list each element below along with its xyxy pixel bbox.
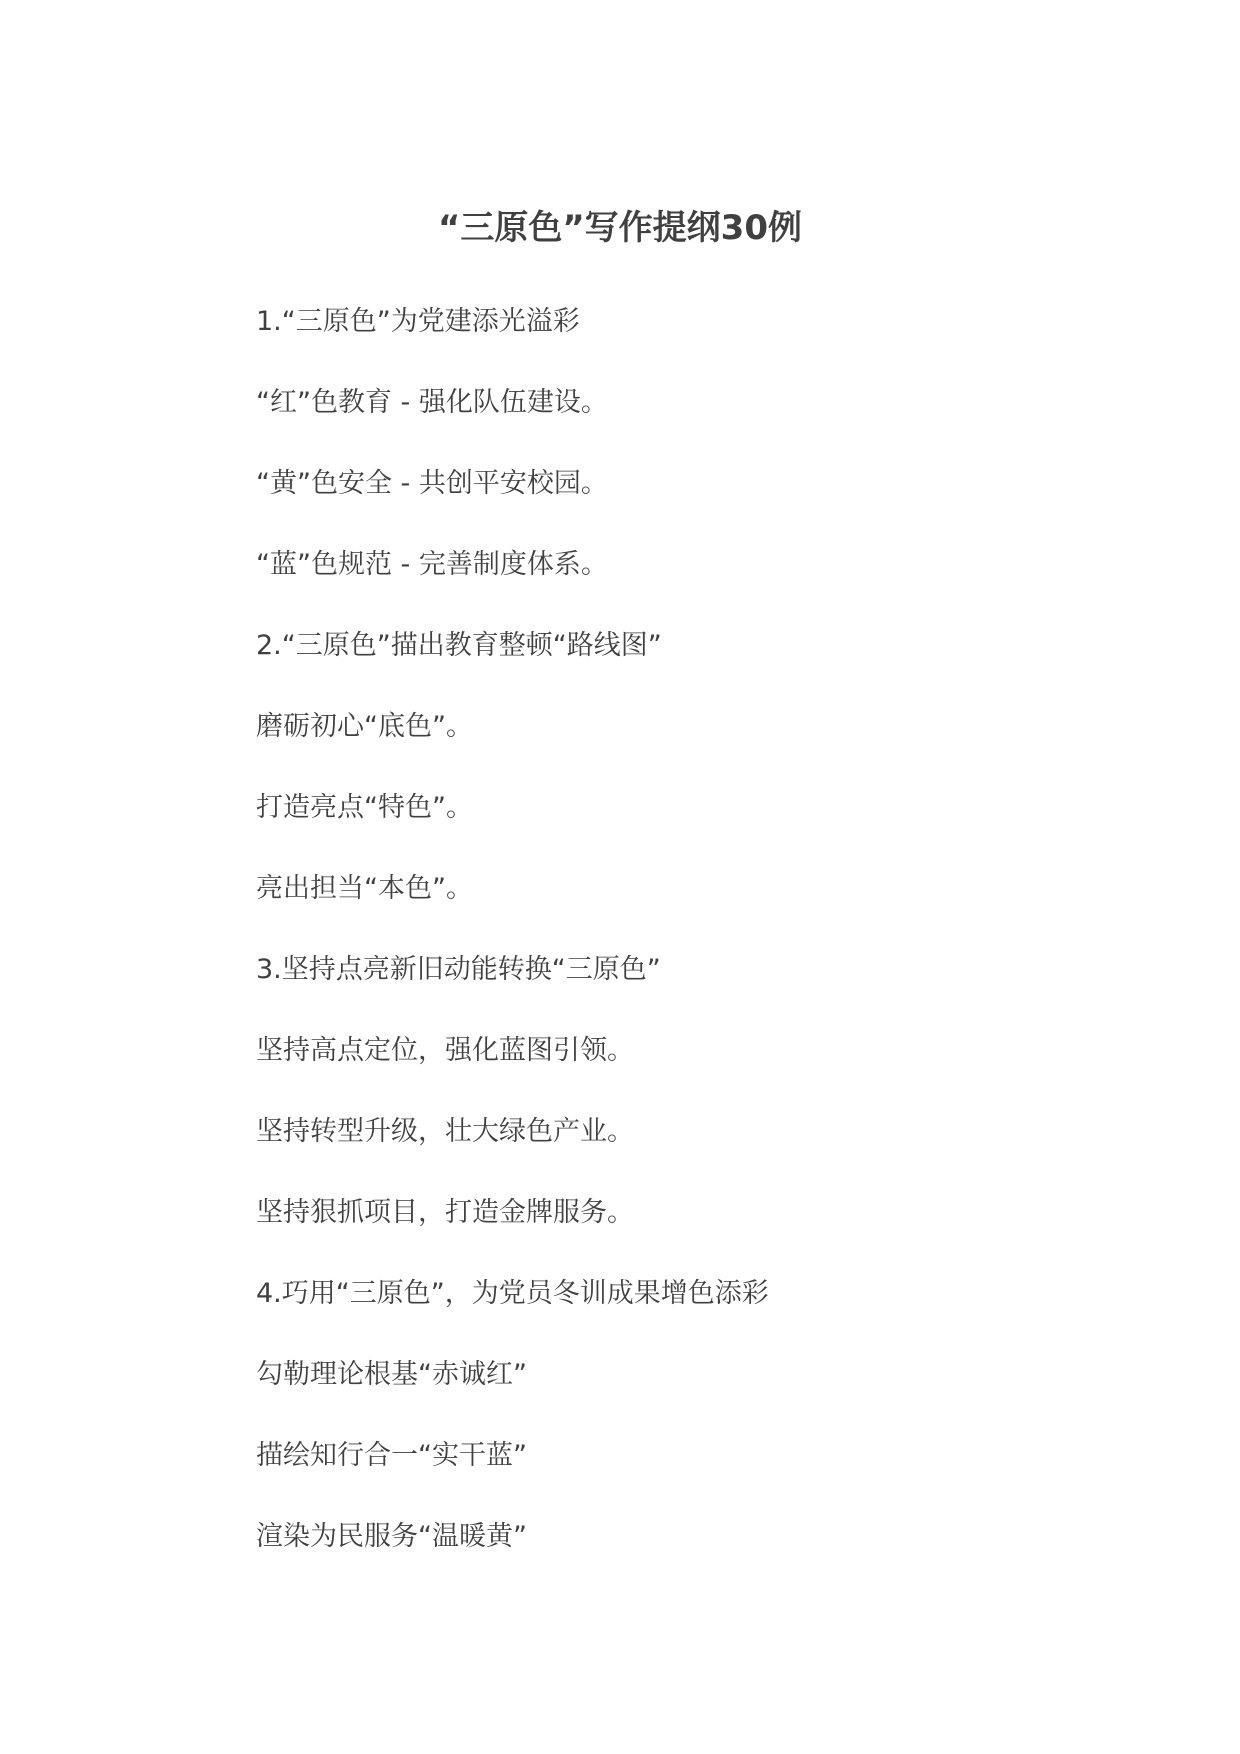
outline-item: “黄”色安全 - 共创平安校园。 [256,468,608,499]
outline-item: 坚持转型升级，壮大绿色产业。 [256,1116,634,1147]
section-heading-1: 1.“三原色”为党建添光溢彩 [256,306,580,337]
document-body [256,302,1156,1598]
outline-item: 磨砺初心“底色”。 [256,711,473,742]
section-heading-4: 4.巧用“三原色”，为党员冬训成果增色添彩 [256,1278,769,1309]
outline-item: 勾勒理论根基“赤诚红” [256,1359,527,1390]
outline-item: 描绘知行合一“实干蓝” [256,1440,527,1471]
outline-item: 坚持狠抓项目，打造金牌服务。 [256,1197,634,1228]
section-heading-2: 2.“三原色”描出教育整顿“路线图” [256,630,662,661]
outline-item: “蓝”色规范 - 完善制度体系。 [256,549,608,580]
outline-item: 渲染为民服务“温暖黄” [256,1521,527,1552]
document-title: “三原色”写作提纲30例 [437,208,802,248]
outline-item: 亮出担当“本色”。 [256,873,473,904]
outline-item: 打造亮点“特色”。 [256,792,473,823]
outline-item: “红”色教育 - 强化队伍建设。 [256,387,608,418]
section-heading-3: 3.坚持点亮新旧动能转换“三原色” [256,954,661,985]
outline-item: 坚持高点定位，强化蓝图引领。 [256,1035,634,1066]
